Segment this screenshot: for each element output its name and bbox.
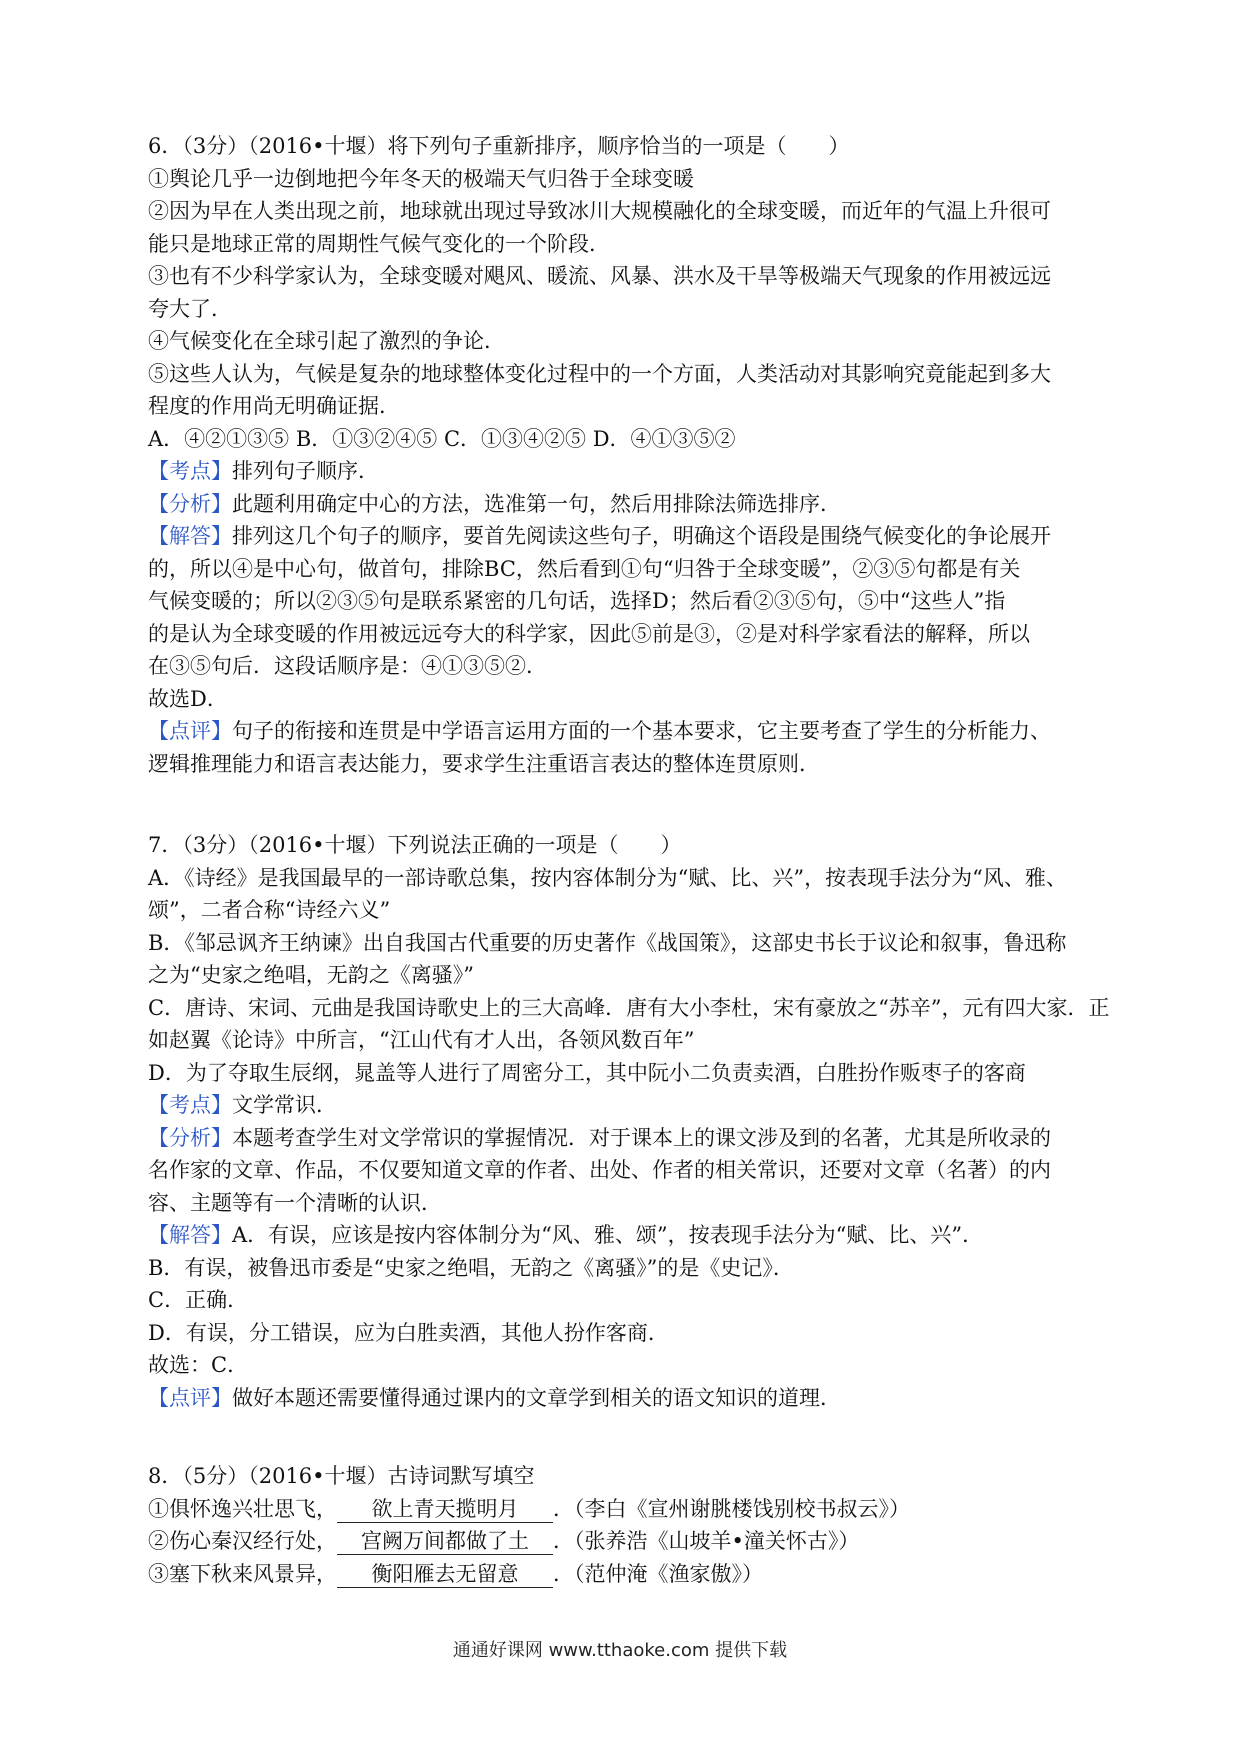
dianping xyxy=(148,1382,1108,1415)
poem-line-3 xyxy=(148,1558,1108,1591)
jieda-line-3: C．正确． xyxy=(148,1288,249,1312)
kaodian-text: 文学常识． xyxy=(232,1093,337,1117)
option-d-line-1: D．为了夺取生辰纲，晁盖等人进行了周密分工，其中阮小二负责卖酒，白胜扮作贩枣子的客商 xyxy=(148,1060,1026,1085)
option-b-line-2: 之为“史家之绝唱，无韵之《离骚》” xyxy=(148,963,474,987)
question-6 xyxy=(148,130,1108,780)
question-8-title: 8．（5分）（2016•十堰）古诗词默写填空 xyxy=(148,1464,535,1488)
sentence-4: ④气候变化在全球引起了激烈的争论． xyxy=(148,329,505,353)
question-7-title: 7．（3分）（2016•十堰）下列说法正确的一项是（ ） xyxy=(148,833,682,857)
fenxi-tag: 【分析】 xyxy=(148,491,232,516)
option-b-line-1: B．《邹忌讽齐王纳谏》出自我国古代重要的历史著作《战国策》，这部史书长于议论和叙事，鲁迅称 xyxy=(148,930,1067,955)
jieda-text-1: 排列这几个句子的顺序，要首先阅读这些句子，明确这个语段是围绕气候变化的争论展开 xyxy=(232,524,1051,548)
sentence-2-line-2: 能只是地球正常的周期性气候气变化的一个阶段． xyxy=(148,231,610,256)
option-c-line-1: C．唐诗、宋词、元曲是我国诗歌史上的三大高峰．唐有大小李杜，宋有豪放之“苏辛”，元有四大家．正 xyxy=(148,995,1110,1020)
poem-line-2-pre: ②伤心秦汉经行处， xyxy=(148,1529,337,1553)
option-a-line-2: 颂”，二者合称“诗经六义” xyxy=(148,898,391,922)
kaodian xyxy=(148,1089,1108,1122)
jieda-line-2: B．有误，被鲁迅市委是“史家之绝唱，无韵之《离骚》”的是《史记》． xyxy=(148,1255,794,1280)
answer-choice: 故选：C． xyxy=(148,1353,249,1377)
fenxi-tag: 【分析】 xyxy=(148,1125,232,1150)
dianping xyxy=(148,715,1108,748)
kaodian-tag: 【考点】 xyxy=(148,1093,232,1117)
question-8 xyxy=(148,1460,1108,1590)
fenxi-text-1: 本题考查学生对文学常识的掌握情况．对于课本上的课文涉及到的名著，尤其是所收录的 xyxy=(232,1125,1051,1150)
poem-line-3-answer: 衡阳雁去无留意 xyxy=(337,1561,553,1588)
jieda-line-2: 的，所以④是中心句，做首句，排除BC，然后看到①句“归咎于全球变暖”，②③⑤句都是有关 xyxy=(148,556,1021,581)
poem-line-2-source: ．（张养浩《山坡羊•潼关怀古》） xyxy=(553,1529,860,1553)
dianping-text-1: 句子的衔接和连贯是中学语言运用方面的一个基本要求，它主要考查了学生的分析能力、 xyxy=(232,719,1051,743)
poem-line-2-answer: 宫阙万间都做了土 xyxy=(337,1528,553,1555)
fenxi xyxy=(148,1122,1108,1155)
question-7 xyxy=(148,829,1108,1414)
fenxi-text: 此题利用确定中心的方法，选准第一句，然后用排除法筛选排序． xyxy=(232,491,841,516)
poem-line-1-source: ．（李白《宣州谢朓楼饯别校书叔云》） xyxy=(553,1496,910,1521)
poem-line-1 xyxy=(148,1493,1108,1526)
jieda-line-3: 气候变暖的；所以②③⑤句是联系紧密的几句话，选择D；然后看②③⑤句，⑤中“这些人”指 xyxy=(148,589,1006,613)
jieda-line-4: 的是认为全球变暖的作用被远远夸大的科学家，因此⑤前是③，②是对科学家看法的解释，所以 xyxy=(148,621,1030,646)
sentence-3-line-1: ③也有不少科学家认为，全球变暖对飓风、暖流、风暴、洪水及干旱等极端天气现象的作用被远远 xyxy=(148,264,1051,288)
dianping-tag: 【点评】 xyxy=(148,719,232,743)
page-footer: 通通好课网 www.tthaoke.com 提供下载 xyxy=(452,1640,788,1661)
jieda-tag: 【解答】 xyxy=(148,1223,232,1247)
sentence-5-line-1: ⑤这些人认为，气候是复杂的地球整体变化过程中的一个方面，人类活动对其影响究竟能起到多大 xyxy=(148,361,1051,386)
fenxi-line-3: 容、主题等有一个清晰的认识． xyxy=(148,1190,442,1215)
fenxi xyxy=(148,488,1108,521)
poem-line-3-pre: ③塞下秋来风景异， xyxy=(148,1561,337,1586)
sentence-2-line-1: ②因为早在人类出现之前，地球就出现过导致冰川大规模融化的全球变暖，而近年的气温上升很可 xyxy=(148,199,1051,223)
jieda xyxy=(148,520,1108,553)
poem-line-1-pre: ①俱怀逸兴壮思飞， xyxy=(148,1496,337,1521)
answer-options: A．④②①③⑤ B．①③②④⑤ C．①③④②⑤ D．④①③⑤② xyxy=(148,426,736,451)
sentence-1: ①舆论几乎一边倒地把今年冬天的极端天气归咎于全球变暖 xyxy=(148,166,694,191)
poem-line-3-source: ．（范仲淹《渔家傲》） xyxy=(553,1561,763,1586)
jieda-line-5: 在③⑤句后．这段话顺序是：④①③⑤②． xyxy=(148,654,547,678)
jieda-tag: 【解答】 xyxy=(148,524,232,548)
answer-choice: 故选D． xyxy=(148,686,228,711)
option-a-line-1: A．《诗经》是我国最早的一部诗歌总集，按内容体制分为“赋、比、兴”，按表现手法分为“风、雅、 xyxy=(148,865,1067,890)
fenxi-line-2: 名作家的文章、作品，不仅要知道文章的作者、出处、作者的相关常识，还要对文章（名著）的内 xyxy=(148,1158,1051,1182)
jieda xyxy=(148,1219,1108,1252)
question-6-title: 6．（3分）（2016•十堰）将下列句子重新排序，顺序恰当的一项是（ ） xyxy=(148,134,850,158)
kaodian xyxy=(148,455,1108,488)
option-c-line-2: 如赵翼《论诗》中所言，“江山代有才人出，各领风数百年” xyxy=(148,1028,695,1052)
poem-line-1-answer: 欲上青天揽明月 xyxy=(337,1496,553,1523)
poem-line-2 xyxy=(148,1525,1108,1558)
dianping-line-2: 逻辑推理能力和语言表达能力，要求学生注重语言表达的整体连贯原则． xyxy=(148,751,820,776)
dianping-tag: 【点评】 xyxy=(148,1385,232,1410)
sentence-5-line-2: 程度的作用尚无明确证据． xyxy=(148,394,400,418)
jieda-text-1: A．有误，应该是按内容体制分为“风、雅、颂”，按表现手法分为“赋、比、兴”． xyxy=(232,1223,984,1247)
sentence-3-line-2: 夸大了． xyxy=(148,296,232,321)
jieda-line-4: D．有误，分工错误，应为白胜卖酒，其他人扮作客商． xyxy=(148,1320,669,1345)
dianping-text: 做好本题还需要懂得通过课内的文章学到相关的语文知识的道理． xyxy=(232,1385,841,1410)
kaodian-tag: 【考点】 xyxy=(148,459,232,483)
kaodian-text: 排列句子顺序． xyxy=(232,459,379,483)
